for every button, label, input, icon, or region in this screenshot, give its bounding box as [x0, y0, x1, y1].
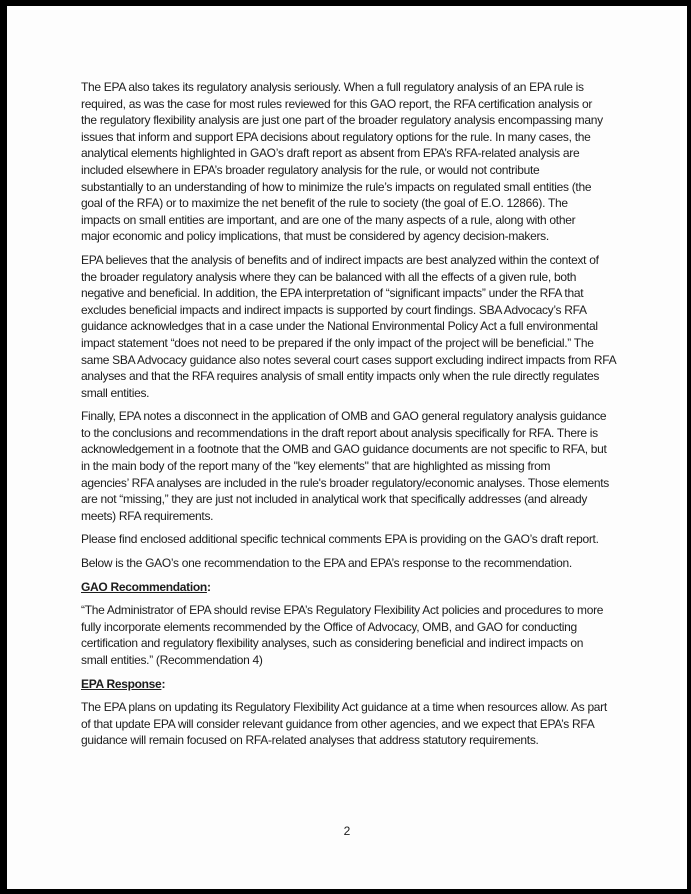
paragraph-3: Finally, EPA notes a disconnect in the application of OMB and GAO general regulatory analysis guidance to the conclusions and recommendations in the draft report about analysis specifically for RFA. There is acknowledgement in a footnote that the OMB and GAO guidance documents are not specific to RFA, but in the main body of the report many of the "key elements" that are highlighted as missing from agencies’ RFA analyses are included in the rule's broader regulatory/economic analyses. Those elements are not “missing,” they are just not included in analytical work that specifically addresses (and already meets) RFA requirements.	[81, 409, 610, 523]
epa-response-heading: EPA Response:	[81, 676, 166, 691]
epa-response-text: The EPA plans on updating its Regulatory Flexibility Act guidance at a time when resources allow. As part of that update EPA will consider relevant guidance from other agencies, and we expect that EPA’s RFA guidance will remain focused on RFA-related analyses that address statutory requirements.	[81, 700, 607, 748]
paragraph-2: EPA believes that the analysis of benefits and of indirect impacts are best analyzed within the context of the broader regulatory analysis where they can be balanced with all the effects of a given rule, both negative and beneficial. In addition, the EPA interpretation of “significant impacts” under the RFA that excludes beneficial impacts and indirect impacts is supported by court findings. SBA Advocacy’s RFA guidance acknowledges that in a case under the National Environmental Policy Act a full environmental impact statement “does not need to be prepared if the only impact of the project will be beneficial.” The same SBA Advocacy guidance also notes several court cases support excluding indirect impacts from RFA analyses and that the RFA requires analysis of small entity impacts only when the rule directly regulates small entities.	[81, 252, 617, 400]
gao-recommendation-heading: GAO Recommendation:	[81, 579, 211, 594]
paragraph-5: Below is the GAO’s one recommendation to the EPA and EPA’s response to the recommendation.	[81, 556, 572, 571]
paragraph-1: The EPA also takes its regulatory analysis seriously. When a full regulatory analysis of an EPA rule is required, as was the case for most rules reviewed for this GAO report, the RFA certification analysis or the regulatory flexibility analysis are just one part of the broader regulatory analysis encompassing many issues that inform and support EPA decisions about regulatory options for the rule. In many cases, the analytical elements highlighted in GAO’s draft report as absent from EPA’s RFA-related analysis are included elsewhere in EPA’s broader regulatory analysis for the rule, or would not contribute substantially to an understanding of how to minimize the rule’s impacts on regulated small entities (the goal of the RFA) or to maximize the net benefit of the rule to society (the goal of E.O. 12866). The impacts on small entities are important, and are one of the many aspects of a rule, along with other major economic and policy implications, that must be considered by agency decision-makers.	[81, 80, 603, 244]
paragraph-4: Please find enclosed additional specific technical comments EPA is providing on the GAO’s draft report.	[81, 532, 599, 547]
page-number: 2	[343, 824, 351, 838]
gao-recommendation-heading-label: GAO Recommendation	[81, 579, 207, 594]
epa-response-heading-label: EPA Response	[81, 676, 162, 691]
document-body	[7, 6, 687, 749]
gao-recommendation-text: “The Administrator of EPA should revise EPA’s Regulatory Flexibility Act policies and procedures to more fully incorporate elements recommended by the Office of Advocacy, OMB, and GAO for conducting certification and regulatory flexibility analyses, such as considering beneficial and indirect impacts on small entities.” (Recommendation 4)	[81, 603, 604, 667]
